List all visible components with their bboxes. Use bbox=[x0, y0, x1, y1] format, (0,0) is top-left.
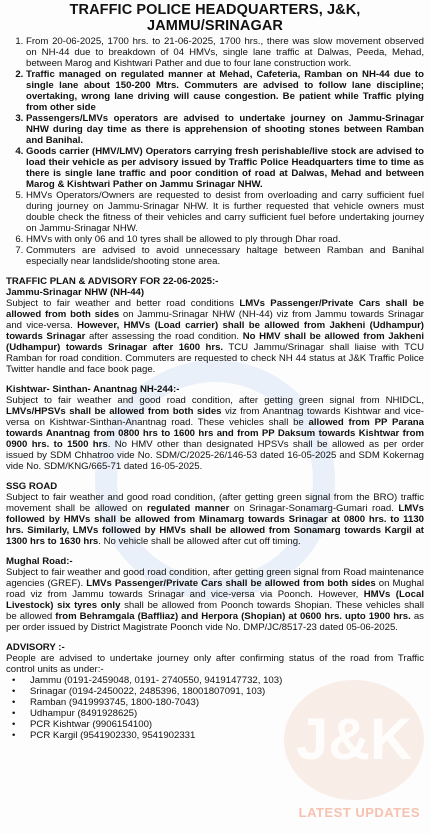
nh244-paragraph: Subject to fair weather and good road condition, after getting green signal from NHIDCL, LMVs/HPSVs shall be allowed from both sides viz from Anantnag towards Kishtwar and vice- versa on Kishtwar-Sinthan-Anantnag road. These vehicles shall be allowed from PP Parana towards Anantnag from 0800 hrs to 1600 hrs and from PP Daksum towards Kishtwar from 0900 hrs. to 1500 hrs. No HMV other than designated HPSVs shall be allowed as per order issued by SDM Chhatroo vide No. SDM/C/2025-26/146-53 dated 16-05-2025 and SDM Kokernag vide No. SDM/KNG/665-71 dated 16-05-2025. bbox=[6, 395, 424, 472]
ssg-heading: SSG ROAD bbox=[6, 481, 58, 492]
contact-item: • Jammu (0191-2459048, 0191- 2740550, 9419147732, 103) bbox=[30, 675, 424, 686]
plan-title: TRAFFIC PLAN & ADVISORY FOR 22-06-2025:- bbox=[6, 276, 219, 287]
contact-item: • PCR Kishtwar (9906154100) bbox=[30, 719, 424, 730]
point-5: 5. HMVs Operators/Owners are requested to desist from overloading and carry sufficient fuel during journey on Jammu-Srinagar NHW. It is further requested that vehicle owners must double check the fitness of their vehicles and carry sufficient fuel before undertaking journey on Jammu-Srinagar NHW. bbox=[26, 190, 424, 234]
point-3: 3. Passengers/LMVs operators are advised to undertake journey on Jammu-Srinagar NHW during day time as there is apprehension of shooting stones between Ramban and Banihal. bbox=[26, 113, 424, 146]
nh244-section bbox=[6, 384, 424, 472]
point-2: 2. Traffic managed on regulated manner at Mehad, Cafeteria, Ramban on NH-44 due to single lane about 150-200 Mtrs. Commuters are advised to follow lane discipline; overtaking, wrong lane driving will cause congestion. Be patient while Traffic plying from other side bbox=[26, 69, 424, 113]
advisory-section bbox=[6, 642, 424, 741]
nh244-heading: Kishtwar- Sinthan- Anantnag NH-244:- bbox=[6, 384, 180, 395]
point-1: 1. From 20-06-2025, 1700 hrs. to 21-06-2025, 1700 hrs., there was slow movement observed on NH-44 due to breakdown of 04 HMVs, single lane traffic at Dalwas, Peeda, Mehad, between Marog and Kishtwari Pather and due to four lane construction work. bbox=[26, 36, 424, 69]
contact-item: • PCR Kargil (9541902330, 9541902331 bbox=[30, 730, 424, 741]
contact-list bbox=[6, 675, 424, 741]
nh44-heading: Jammu-Srinagar NHW (NH-44) bbox=[6, 287, 145, 298]
ssg-section bbox=[6, 481, 424, 547]
watermark-logo: J&K bbox=[284, 680, 424, 800]
contact-item: • Udhampur (8491928625) bbox=[30, 708, 424, 719]
point-7: 7. Commuters are advised to avoid unnecessary haltage between Ramban and Banihal especially near landslide/shooting stone area. bbox=[26, 245, 424, 267]
nh44-paragraph: Subject to fair weather and better road conditions LMVs Passenger/Private Cars shall be allowed from both sides on Jammu-Srinagar NHW (NH-44) viz from Jammu towards Srinagar and vice-versa. However, HMVs (Load carrier) shall be allowed from Jakheni (Udhampur) towards Srinagar after assessing the road condition. No HMV shall be allowed from Jakheni (Udhampur) towards Srinagar after 1600 hrs. TCU Jammu/Srinagar shall liaise with TCU Ramban for road condition. Commuters are requested to check NH 44 status at J&K Traffic Police Twitter handle and face book page. bbox=[6, 298, 425, 375]
contact-item: • Ramban (9419993745, 1800-180-7043) bbox=[30, 697, 424, 708]
numbered-points bbox=[6, 36, 424, 267]
point-4: 4. Goods carrier (HMV/LMV) Operators carrying fresh perishable/live stock are advised to load their vehicle as per advisory issued by Traffic Police Headquarters time to time as there is single lane traffic and poor condition of road at Dalwas, Mehad and between Marog & Kishtwari Pather on Jammu Srinagar NHW. bbox=[26, 146, 424, 190]
watermark-banner: LATEST UPDATES bbox=[298, 805, 420, 820]
mughal-paragraph: Subject to fair weather and good road condition, after getting green signal from Road maintenance agencies (GREF). LMVs Passenger/Private Cars shall be allowed from both sides on Mughal road viz from Jammu towards Srinagar and vice-versa via Poonch. However, HMVs (Local Livestock) six tyres only shall be allowed from Poonch towards Shopian. These vehicles shall be allowed from Behramgala (Baffliaz) and Herpora (Shopian) at 0600 hrs. upto 1900 hrs. as per order issued by District Magistrate Poonch vide No. DMP/JC/8517-23 dated 05-06-2025. bbox=[6, 567, 424, 633]
contact-item: • Srinagar (0194-2450022, 2485396, 18001807091, 103) bbox=[30, 686, 424, 697]
advisory-heading: ADVISORY :- bbox=[6, 642, 65, 653]
advisory-intro: People are advised to undertake journey only after confirming status of the road from Traffic control units as under:- bbox=[6, 653, 424, 675]
ssg-paragraph: Subject to fair weather and good road condition, (after getting green signal from the BRO) traffic movement shall be allowed on regulated manner on Srinagar-Sonamarg-Gumari road. LMVs followed by HMVs shall be allowed from Minamarg towards Srinagar at 0800 hrs. to 1130 hrs. Similarly, LMVs followed by HMVs shall be allowed from Sonamarg towards Kargil at 1300 hrs to 1630 hrs. No vehicle shall be allowed after cut off timing. bbox=[6, 492, 424, 547]
mughal-heading: Mughal Road:- bbox=[6, 556, 73, 567]
mughal-section bbox=[6, 556, 424, 633]
point-6: 6. HMVs with only 06 and 10 tyres shall be allowed to ply through Dhar road. bbox=[26, 234, 424, 245]
page-title: TRAFFIC POLICE HEADQUARTERS, J&K, JAMMU/SRINAGAR bbox=[69, 2, 361, 34]
traffic-plan bbox=[6, 276, 424, 375]
